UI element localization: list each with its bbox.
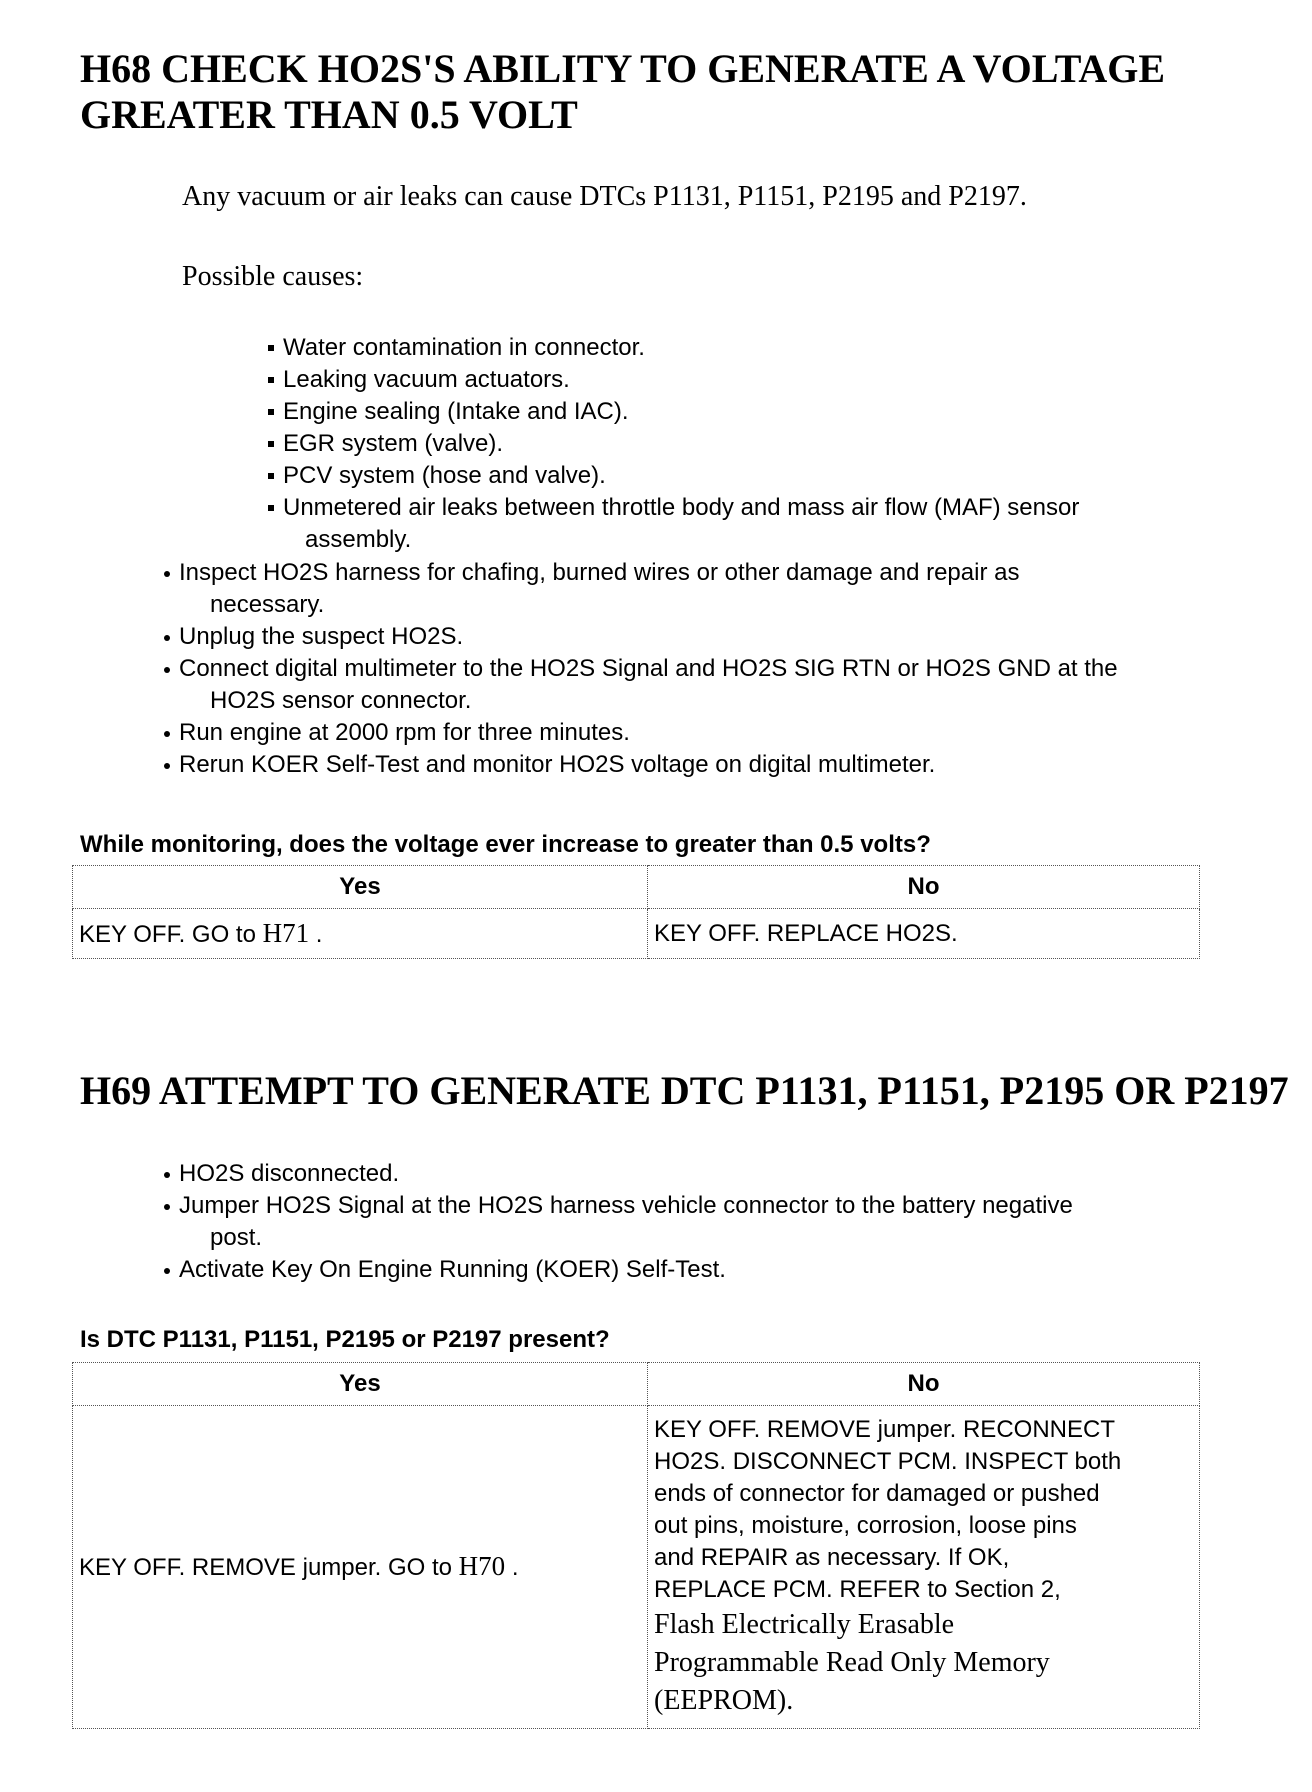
h69-heading: H69 ATTEMPT TO GENERATE DTC P1131, P1151, P2195 OR P2197 <box>80 1068 1289 1113</box>
cause-item-line2: assembly. <box>305 526 412 553</box>
no-line: REPLACE PCM. REFER to Section 2, <box>654 1576 1061 1603</box>
goto-h70-link[interactable]: H70 <box>458 1551 506 1581</box>
no-header: No <box>648 1363 1200 1406</box>
step-item: Run engine at 2000 rpm for three minutes. <box>164 717 1294 749</box>
no-line: ends of connector for damaged or pushed <box>654 1480 1100 1507</box>
h68-causes-list <box>268 332 1268 556</box>
ref-line: Flash Electrically Erasable <box>654 1609 955 1640</box>
yes-end: . <box>511 1554 519 1581</box>
step-item-line2: HO2S sensor connector. <box>210 687 472 714</box>
table-row <box>73 909 1200 959</box>
h68-question: While monitoring, does the voltage ever increase to greater than 0.5 volts? <box>80 831 931 858</box>
step-item-line2: post. <box>210 1224 263 1251</box>
step-item-line2: necessary. <box>210 591 325 618</box>
no-header: No <box>648 866 1200 909</box>
table-row <box>73 1406 1200 1729</box>
h69-steps-list <box>164 1158 1264 1286</box>
h68-answer-table <box>72 865 1200 959</box>
step-item: Rerun KOER Self-Test and monitor HO2S voltage on digital multimeter. <box>164 749 1294 781</box>
yes-header: Yes <box>73 866 648 909</box>
no-cell <box>648 1406 1200 1729</box>
h69-answer-table <box>72 1362 1200 1729</box>
no-line: KEY OFF. REMOVE jumper. RECONNECT <box>654 1416 1115 1443</box>
step-item <box>164 557 1294 621</box>
no-line: and REPAIR as necessary. If OK, <box>654 1544 1010 1571</box>
yes-text: KEY OFF. GO to <box>79 920 256 948</box>
step-item-line1: Inspect HO2S harness for chafing, burned wires or other damage and repair as <box>179 559 1020 586</box>
cause-item <box>268 492 1268 556</box>
h68-intro: Any vacuum or air leaks can cause DTCs P1131, P1151, P2195 and P2197. <box>182 181 1027 212</box>
yes-header: Yes <box>73 1363 648 1406</box>
h68-heading-line2: GREATER THAN 0.5 VOLT <box>80 92 578 137</box>
no-line: out pins, moisture, corrosion, loose pins <box>654 1512 1077 1539</box>
yes-cell <box>73 1406 648 1729</box>
step-item-line1: Jumper HO2S Signal at the HO2S harness vehicle connector to the battery negative <box>179 1192 1073 1219</box>
cause-item: PCV system (hose and valve). <box>268 460 1268 492</box>
step-item: Unplug the suspect HO2S. <box>164 621 1294 653</box>
h68-heading <box>80 46 1280 138</box>
cause-item: Water contamination in connector. <box>268 332 1268 364</box>
step-item: HO2S disconnected. <box>164 1158 1264 1190</box>
yes-text: KEY OFF. REMOVE jumper. GO to <box>79 1554 452 1581</box>
ref-line: (EEPROM). <box>654 1685 794 1716</box>
cause-item: Leaking vacuum actuators. <box>268 364 1268 396</box>
eeprom-ref-link[interactable] <box>654 1606 1193 1720</box>
no-cell: KEY OFF. REPLACE HO2S. <box>648 909 1200 959</box>
cause-item: Engine sealing (Intake and IAC). <box>268 396 1268 428</box>
cause-item-line1: Unmetered air leaks between throttle body and mass air flow (MAF) sensor <box>283 494 1080 521</box>
table-header-row <box>73 866 1200 909</box>
yes-cell <box>73 909 648 959</box>
table-header-row <box>73 1363 1200 1406</box>
step-item-line1: Connect digital multimeter to the HO2S Signal and HO2S SIG RTN or HO2S GND at the <box>179 655 1118 682</box>
yes-end: . <box>315 920 323 948</box>
h69-question: Is DTC P1131, P1151, P2195 or P2197 present? <box>80 1326 610 1353</box>
h68-heading-line1: H68 CHECK HO2S'S ABILITY TO GENERATE A VOLTAGE <box>80 46 1166 91</box>
step-item: Activate Key On Engine Running (KOER) Self-Test. <box>164 1254 1264 1286</box>
no-line: HO2S. DISCONNECT PCM. INSPECT both <box>654 1448 1122 1475</box>
ref-line: Programmable Read Only Memory <box>654 1647 1050 1678</box>
h68-causes-label: Possible causes: <box>182 261 364 292</box>
h68-steps-list <box>164 557 1294 781</box>
goto-h71-link[interactable]: H71 <box>262 917 310 948</box>
step-item <box>164 653 1294 717</box>
step-item <box>164 1190 1264 1254</box>
cause-item: EGR system (valve). <box>268 428 1268 460</box>
